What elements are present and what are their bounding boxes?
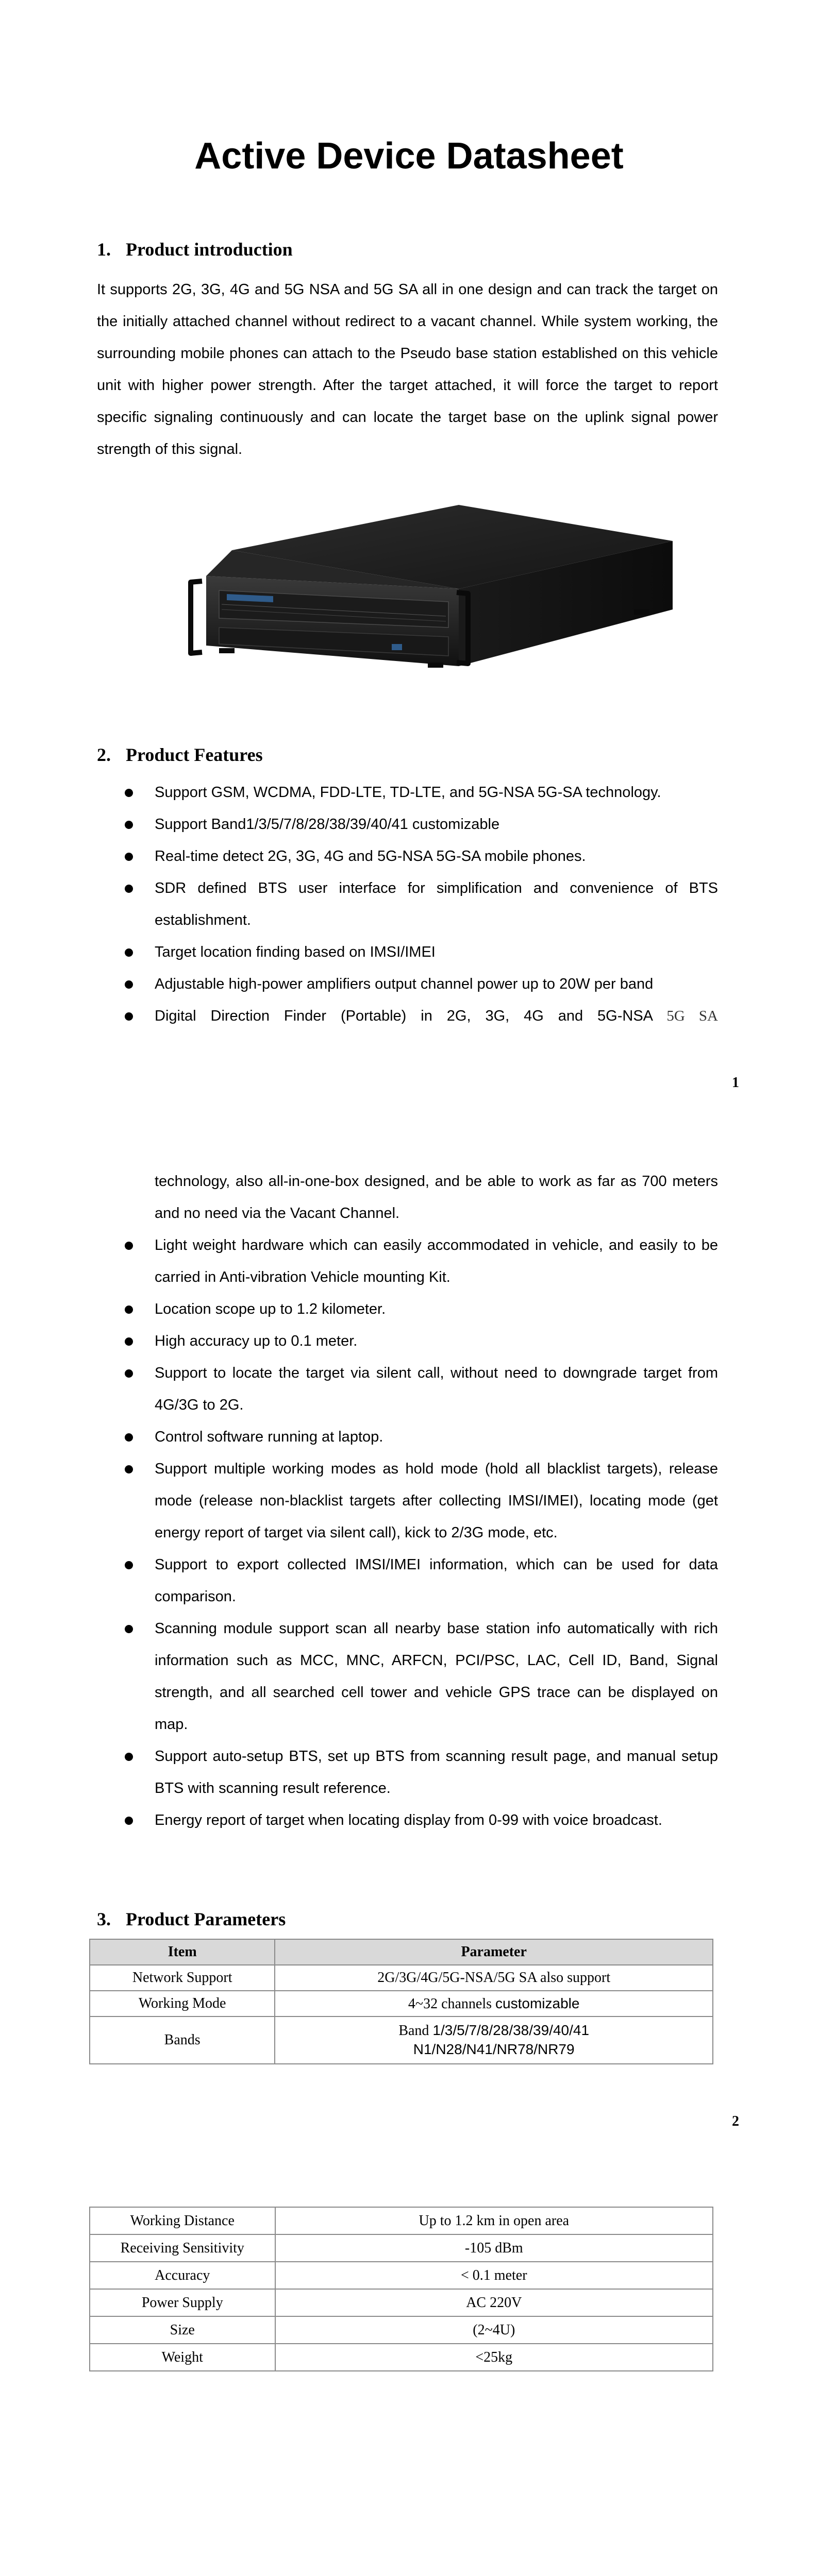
- section-title: Product introduction: [126, 239, 293, 260]
- table-cell-value: Up to 1.2 km in open area: [275, 2207, 713, 2234]
- feature-item-split: Digital Direction Finder (Portable) in 2G, 3G, 4G and 5G-NSA 5G SA: [97, 1000, 718, 1032]
- bullet-icon: [125, 1465, 133, 1473]
- table-header-parameter: Parameter: [275, 1939, 713, 1965]
- table-cell-item: Size: [90, 2316, 275, 2344]
- table-cell-item: Accuracy: [90, 2262, 275, 2289]
- bullet-icon: [125, 1625, 133, 1633]
- bullet-icon: [125, 980, 133, 989]
- document-title: Active Device Datasheet: [194, 135, 624, 177]
- table-cell-item: Working Mode: [90, 1991, 275, 2016]
- feature-item-continuation: technology, also all-in-one-box designed, and be able to work as far as 700 meters and no need via the Vacant Channel.: [155, 1173, 718, 1222]
- bullet-icon: [125, 821, 133, 829]
- table-header-row: [90, 1939, 713, 1965]
- table-cell-value: 2G/3G/4G/5G-NSA/5G SA also support: [275, 1965, 713, 1991]
- section-heading-product-introduction: [97, 238, 293, 261]
- table-cell-value: (2~4U): [275, 2316, 713, 2344]
- table-row: [90, 1965, 713, 1991]
- table-cell-value: 4~32 channels customizable: [275, 1991, 713, 2016]
- table-row: [90, 2207, 713, 2234]
- section-heading-product-features: [97, 743, 263, 766]
- table-row: [90, 2316, 713, 2344]
- page-number: 2: [732, 2113, 739, 2129]
- table-cell-item: Working Distance: [90, 2207, 275, 2234]
- section-heading-product-parameters: [97, 1908, 286, 1930]
- table-cell-value: Band 1/3/5/7/8/28/38/39/40/41 N1/N28/N41/NR78/NR79: [275, 2016, 713, 2064]
- table-cell-item: Network Support: [90, 1965, 275, 1991]
- feature-item: Support to locate the target via silent call, without need to downgrade target from 4G/3G to 2G.: [97, 1357, 718, 1421]
- bullet-icon: [125, 1012, 133, 1021]
- feature-item: Support GSM, WCDMA, FDD-LTE, TD-LTE, and 5G-NSA 5G-SA technology.: [97, 776, 718, 808]
- section-title: Product Parameters: [126, 1909, 286, 1929]
- table-header-item: Item: [90, 1939, 275, 1965]
- intro-paragraph: It supports 2G, 3G, 4G and 5G NSA and 5G SA all in one design and can track the target on the initially attached channel without redirect to a vacant channel. While system working, the surrounding mobile phones can attach to the Pseudo base station established on this vehicle unit with higher power strength. After the target attached, it will force the target to report specific signaling continuously and can locate the target base on the uplink signal power strength of this signal.: [97, 281, 718, 457]
- table-cell-value: < 0.1 meter: [275, 2262, 713, 2289]
- bullet-icon: [125, 1753, 133, 1761]
- table-row: [90, 2262, 713, 2289]
- feature-item: Light weight hardware which can easily accommodated in vehicle, and easily to be carried in Anti-vibration Vehicle mounting Kit.: [97, 1229, 718, 1293]
- parameters-table-continued: [89, 2207, 713, 2371]
- bullet-icon: [125, 1337, 133, 1346]
- table-cell-item: Receiving Sensitivity: [90, 2234, 275, 2262]
- feature-item: Support to export collected IMSI/IMEI information, which can be used for data comparison.: [97, 1549, 718, 1613]
- feature-list-page2: [97, 1229, 718, 1836]
- table-cell-value: <25kg: [275, 2344, 713, 2371]
- bullet-icon: [125, 853, 133, 861]
- parameters-table: [89, 1939, 713, 2064]
- bullet-icon: [125, 1369, 133, 1378]
- bullet-icon: [125, 948, 133, 957]
- section-number: 1.: [97, 239, 111, 260]
- feature-item: Support Band1/3/5/7/8/28/38/39/40/41 customizable: [97, 808, 718, 840]
- table-row: [90, 1991, 713, 2016]
- bullet-icon: [125, 789, 133, 797]
- table-cell-value: -105 dBm: [275, 2234, 713, 2262]
- section-title: Product Features: [126, 744, 263, 765]
- section-number: 2.: [97, 744, 111, 765]
- bullet-icon: [125, 1817, 133, 1825]
- feature-item: Real-time detect 2G, 3G, 4G and 5G-NSA 5G-SA mobile phones.: [97, 840, 718, 872]
- page-number: 1: [732, 1075, 739, 1091]
- feature-item: Control software running at laptop.: [97, 1421, 718, 1453]
- feature-item: High accuracy up to 0.1 meter.: [97, 1325, 718, 1357]
- feature-item: SDR defined BTS user interface for simplification and convenience of BTS establishment.: [97, 872, 718, 936]
- table-cell-item: Bands: [90, 2016, 275, 2064]
- feature-item: Location scope up to 1.2 kilometer.: [97, 1293, 718, 1325]
- bullet-icon: [125, 1433, 133, 1442]
- feature-item: Support auto-setup BTS, set up BTS from scanning result page, and manual setup BTS with scanning result reference.: [97, 1740, 718, 1804]
- bullet-icon: [125, 1561, 133, 1569]
- feature-list-page1: [97, 776, 718, 1032]
- table-row: [90, 2289, 713, 2316]
- feature-item: Scanning module support scan all nearby base station info automatically with rich information such as MCC, MNC, ARFCN, PCI/PSC, LAC, Cell ID, Band, Signal strength, and all searched cell tower and vehicle GPS trace can be displayed on map.: [97, 1613, 718, 1740]
- table-cell-item: Power Supply: [90, 2289, 275, 2316]
- table-row: [90, 2344, 713, 2371]
- bullet-icon: [125, 1306, 133, 1314]
- bullet-icon: [125, 1242, 133, 1250]
- table-cell-item: Weight: [90, 2344, 275, 2371]
- feature-item: Target location finding based on IMSI/IMEI: [97, 936, 718, 968]
- bullet-icon: [125, 885, 133, 893]
- feature-item: Adjustable high-power amplifiers output channel power up to 20W per band: [97, 968, 718, 1000]
- section-number: 3.: [97, 1909, 111, 1929]
- feature-item: Energy report of target when locating display from 0-99 with voice broadcast.: [97, 1804, 718, 1836]
- table-row: [90, 2016, 713, 2064]
- product-device-image: [170, 499, 680, 715]
- feature-item: Support multiple working modes as hold mode (hold all blacklist targets), release mode (release non-blacklist targets after collecting IMSI/IMEI), locating mode (get energy report of target via silent call), kick to 2/3G mode, etc.: [97, 1453, 718, 1549]
- table-cell-value: AC 220V: [275, 2289, 713, 2316]
- table-row: [90, 2234, 713, 2262]
